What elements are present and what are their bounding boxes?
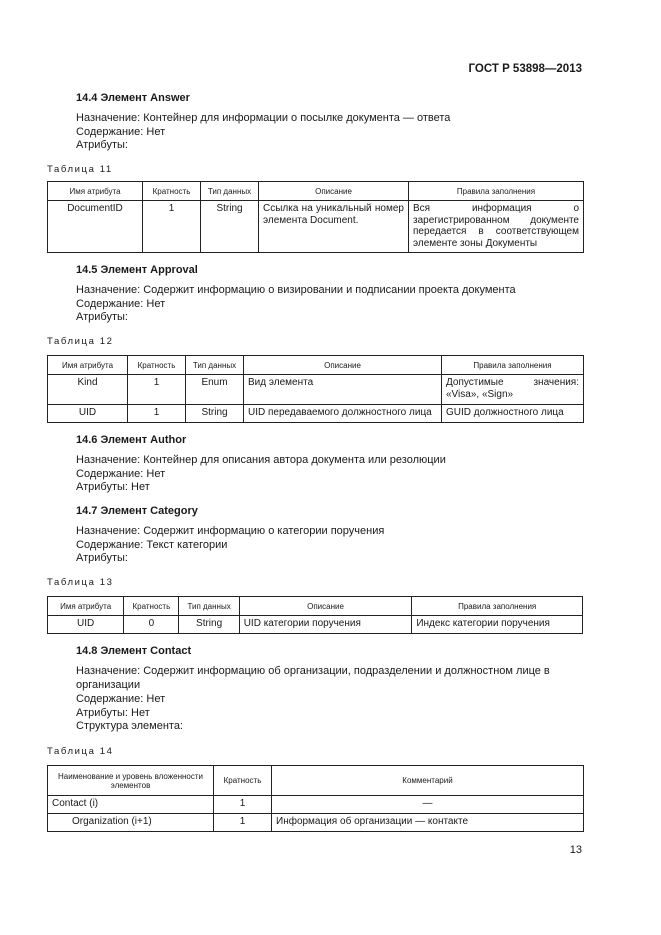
- content-text: Содержание: Текст категории: [76, 538, 228, 551]
- table-cell: String: [186, 405, 244, 423]
- header-cell: Наименование и уровень вложенности элементов: [48, 766, 214, 796]
- table-row: [48, 405, 584, 423]
- header-cell: Правила заполнения: [412, 597, 583, 616]
- table-12-caption: Таблица 12: [47, 336, 114, 347]
- section-14-8-fields: [76, 693, 183, 734]
- section-14-5-body: [76, 284, 516, 325]
- attributes-text: Атрибуты:: [76, 311, 128, 323]
- section-14-7-body: [76, 525, 384, 566]
- section-14-5-title: 14.5 Элемент Approval: [76, 264, 198, 276]
- section-14-8-title: 14.8 Элемент Contact: [76, 645, 192, 657]
- header-cell: Кратность: [214, 766, 272, 796]
- table-cell: Вся информация о зарегистрированном документе передается в соответствующем элементе зоны Документы: [409, 201, 584, 253]
- header-cell: Кратность: [143, 182, 201, 201]
- header-cell: Описание: [259, 182, 409, 201]
- header-cell: Правила заполнения: [409, 182, 584, 201]
- table-cell: Ссылка на уникальный номер элемента Document.: [259, 201, 409, 253]
- table-13-caption: Таблица 13: [47, 577, 114, 588]
- attributes-text: Атрибуты:: [76, 139, 128, 151]
- table-cell: Индекс категории поручения: [412, 616, 583, 634]
- table-row: [48, 796, 584, 814]
- table-14-caption: Таблица 14: [47, 746, 114, 757]
- table-row: [48, 814, 584, 832]
- header-cell: Имя атрибута: [48, 597, 124, 616]
- content-text: Содержание: Нет: [76, 125, 166, 138]
- section-14-6-body: [76, 454, 446, 495]
- attributes-text: Атрибуты: Нет: [76, 706, 150, 719]
- table-cell: GUID должностного лица: [442, 405, 584, 423]
- table-header-row: [48, 766, 584, 796]
- table-cell: 1: [214, 814, 272, 832]
- table-cell: 0: [124, 616, 179, 634]
- table-cell: UID: [48, 405, 128, 423]
- table-row: [48, 375, 584, 405]
- purpose-text: Назначение: Содержит информацию об организации, подразделении и должностном лице в организации: [76, 665, 550, 691]
- header-cell: Тип данных: [201, 182, 259, 201]
- table-cell: UID: [48, 616, 124, 634]
- table-cell: 1: [143, 201, 201, 253]
- table-cell: 1: [128, 405, 186, 423]
- attributes-text: Атрибуты: Нет: [76, 481, 150, 493]
- table-cell: String: [201, 201, 259, 253]
- section-14-4-body: [76, 112, 450, 153]
- table-cell: DocumentID: [48, 201, 143, 253]
- section-14-4-title: 14.4 Элемент Answer: [76, 92, 190, 104]
- header-cell: Комментарий: [272, 766, 584, 796]
- table-11-caption: Таблица 11: [47, 164, 113, 175]
- table-11: [47, 181, 584, 253]
- purpose-text: Назначение: Содержит информацию о категории поручения: [76, 525, 385, 537]
- table-cell: UID категории поручения: [239, 616, 412, 634]
- content-text: Содержание: Нет: [76, 693, 166, 705]
- table-header-row: [48, 597, 583, 616]
- content-text: Содержание: Нет: [76, 297, 166, 310]
- header-cell: Описание: [244, 356, 442, 375]
- header-cell: Тип данных: [186, 356, 244, 375]
- content-text: Содержание: Нет: [76, 467, 166, 480]
- table-cell: Вид элемента: [244, 375, 442, 405]
- document-standard-id: ГОСТ Р 53898—2013: [468, 63, 582, 75]
- table-header-row: [48, 182, 584, 201]
- header-cell: Тип данных: [179, 597, 239, 616]
- table-13: [47, 596, 583, 634]
- structure-text: Структура элемента:: [76, 720, 183, 732]
- header-cell: Правила заполнения: [442, 356, 584, 375]
- table-14: [47, 765, 584, 832]
- table-12: [47, 355, 584, 423]
- table-cell: UID передаваемого должностного лица: [244, 405, 442, 423]
- table-cell: 1: [128, 375, 186, 405]
- section-14-7-title: 14.7 Элемент Category: [76, 505, 198, 517]
- attributes-text: Атрибуты:: [76, 552, 128, 564]
- page-number: 13: [569, 844, 582, 856]
- header-cell: Кратность: [128, 356, 186, 375]
- section-14-6-title: 14.6 Элемент Author: [76, 434, 187, 446]
- header-cell: Имя атрибута: [48, 182, 143, 201]
- purpose-text: Назначение: Контейнер для описания автора документа или резолюции: [76, 454, 446, 466]
- table-cell: Contact (i): [48, 796, 214, 814]
- section-14-8-body: [76, 665, 583, 692]
- header-cell: Описание: [239, 597, 412, 616]
- table-row: [48, 201, 584, 253]
- header-cell: Кратность: [124, 597, 179, 616]
- purpose-text: Назначение: Контейнер для информации о посылке документа — ответа: [76, 112, 451, 124]
- table-row: [48, 616, 583, 634]
- table-cell: 1: [214, 796, 272, 814]
- table-cell: —: [272, 796, 584, 814]
- header-cell: Имя атрибута: [48, 356, 128, 375]
- table-cell: String: [179, 616, 239, 634]
- table-cell: Допустимые значения: «Visa», «Sign»: [442, 375, 584, 405]
- table-cell: Информация об организации — контакте: [272, 814, 584, 832]
- table-cell: Organization (i+1): [48, 814, 214, 832]
- purpose-text: Назначение: Содержит информацию о визировании и подписании проекта документа: [76, 284, 516, 296]
- table-header-row: [48, 356, 584, 375]
- table-cell: Enum: [186, 375, 244, 405]
- table-cell: Kind: [48, 375, 128, 405]
